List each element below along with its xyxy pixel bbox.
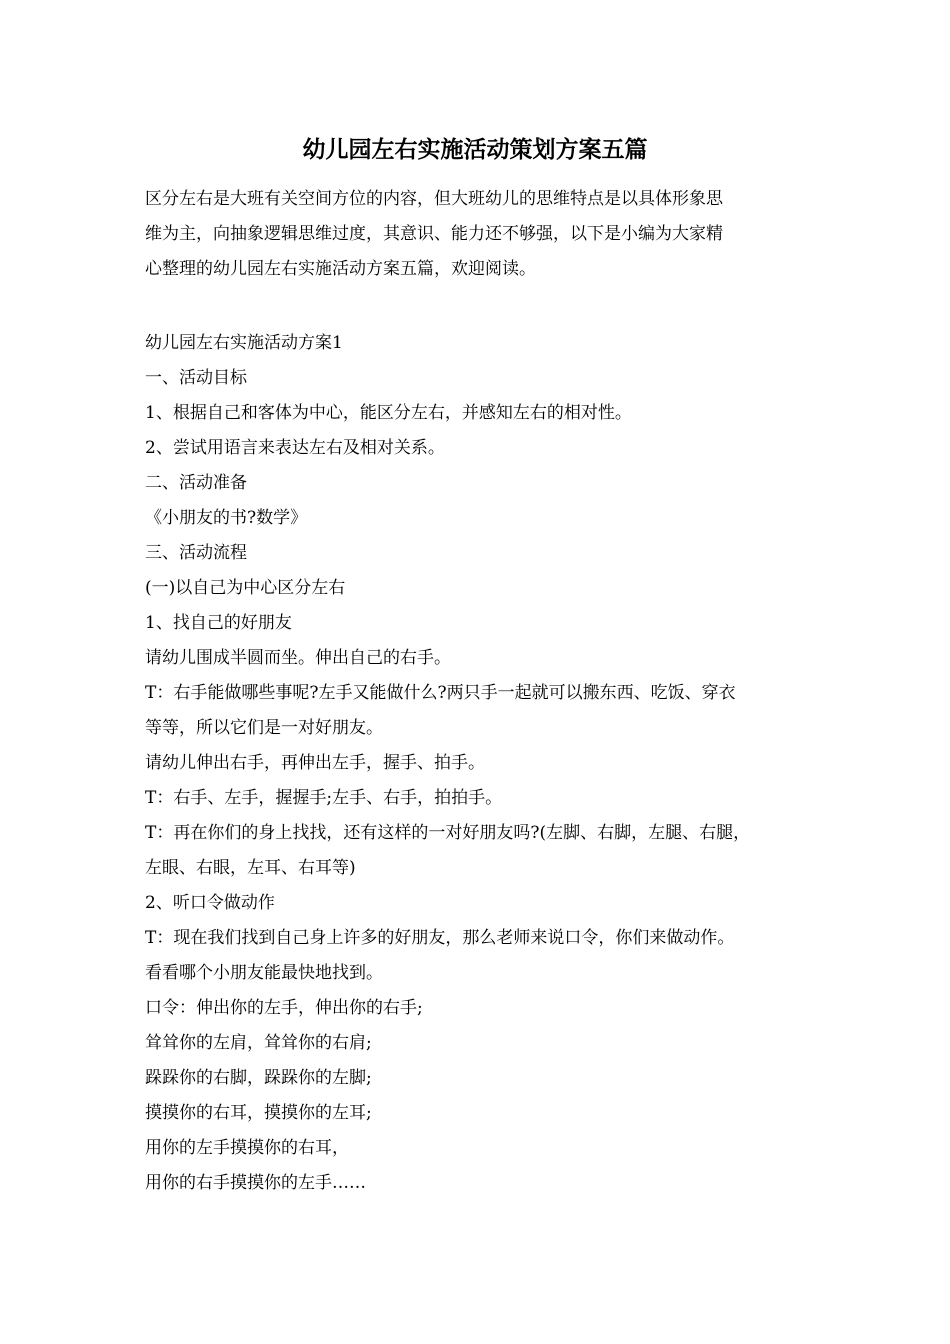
- intro-line: 心整理的幼儿园左右实施活动方案五篇，欢迎阅读。: [145, 259, 536, 279]
- text-line: 摸摸你的右耳，摸摸你的左耳;: [145, 1103, 372, 1123]
- text-line: 口令：伸出你的左手，伸出你的右手;: [145, 998, 423, 1018]
- section-heading: 三、活动流程: [145, 543, 247, 563]
- text-line: 2、尝试用语言来表达左右及相对关系。: [145, 438, 445, 458]
- intro-paragraph: [145, 182, 810, 287]
- text-line: 1、根据自己和客体为中心，能区分左右，并感知左右的相对性。: [145, 403, 632, 423]
- text-line: T：右手能做哪些事呢?左手又能做什么?两只手一起就可以搬东西、吃饭、穿衣: [145, 683, 736, 703]
- intro-line: 维为主，向抽象逻辑思维过度，其意识、能力还不够强，以下是小编为大家精: [145, 224, 723, 244]
- text-line: 请幼儿伸出右手，再伸出左手，握手、拍手。: [145, 753, 485, 773]
- subsection-heading: (一)以自己为中心区分左右: [145, 578, 346, 598]
- text-line: 耸耸你的左肩，耸耸你的右肩;: [145, 1033, 372, 1053]
- section-heading: 一、活动目标: [145, 368, 247, 388]
- document-body: [145, 326, 825, 1201]
- text-line: 看看哪个小朋友能最快地找到。: [145, 963, 383, 983]
- text-line: 请幼儿围成半圆而坐。伸出自己的右手。: [145, 648, 451, 668]
- text-line: 用你的左手摸摸你的右耳，: [145, 1138, 349, 1158]
- text-line: T：右手、左手，握握手;左手、右手，拍拍手。: [145, 788, 503, 808]
- text-line: 跺跺你的右脚，跺跺你的左脚;: [145, 1068, 372, 1088]
- intro-line: 区分左右是大班有关空间方位的内容，但大班幼儿的思维特点是以具体形象思: [145, 189, 723, 209]
- section-heading: 二、活动准备: [145, 473, 247, 493]
- text-line: 1、找自己的好朋友: [145, 613, 292, 633]
- text-line: 左眼、右眼，左耳、右耳等): [145, 858, 356, 878]
- text-line: 等等，所以它们是一对好朋友。: [145, 718, 383, 738]
- text-line: 用你的右手摸摸你的左手……: [145, 1173, 366, 1193]
- text-line: T：再在你们的身上找找，还有这样的一对好朋友吗?(左脚、右脚，左腿、右腿，: [145, 823, 751, 843]
- document-title: 幼儿园左右实施活动策划方案五篇: [302, 136, 648, 163]
- text-line: T：现在我们找到自己身上许多的好朋友，那么老师来说口令，你们来做动作。: [145, 928, 735, 948]
- text-line: 2、听口令做动作: [145, 893, 275, 913]
- text-line: 《小朋友的书?数学》: [145, 508, 308, 528]
- section-heading: 幼儿园左右实施活动方案1: [145, 333, 343, 353]
